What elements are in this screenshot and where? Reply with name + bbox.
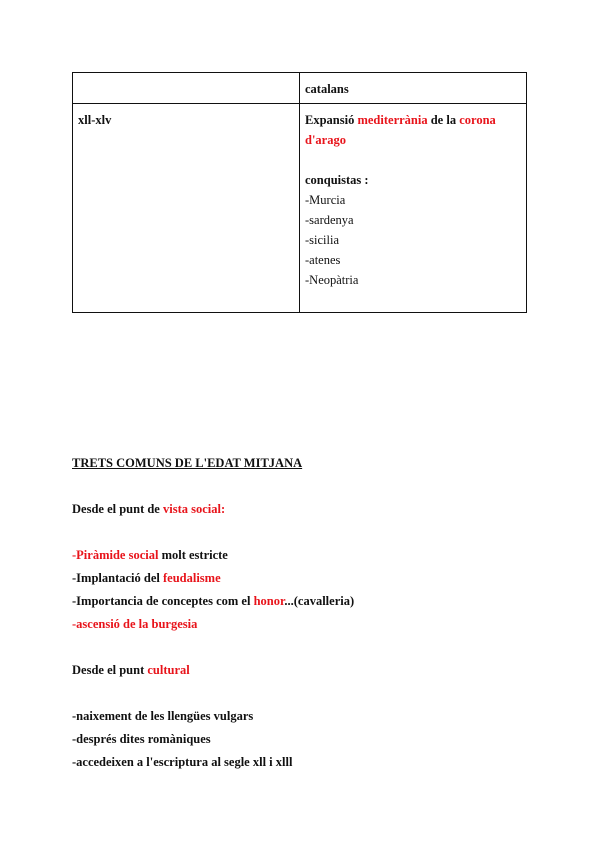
common-traits-section <box>72 452 532 774</box>
cultural-heading-highlight: cultural <box>147 663 190 677</box>
table-header-row <box>73 73 527 104</box>
expansion-highlight-corona: corona d'arago <box>305 113 496 147</box>
conquest-item: -sicilia <box>305 233 340 247</box>
spacer <box>305 150 521 170</box>
social-item: -Importancia de conceptes com el honor...(cavalleria) <box>72 594 355 608</box>
social-item: -ascensió de la burgesia <box>72 617 198 631</box>
conquest-item: -sardenya <box>305 213 354 227</box>
expansion-line <box>305 110 521 150</box>
social-item: -Piràmide social molt estricte <box>72 548 228 562</box>
cultural-heading: Desde el punt cultural <box>72 663 190 677</box>
header-cell-catalans: catalans <box>300 73 527 104</box>
expansion-highlight-mediterrania: mediterrània <box>357 113 428 127</box>
conquest-item: -Neopàtria <box>305 273 359 287</box>
table-row <box>73 104 527 313</box>
header-cell-period <box>73 73 300 104</box>
conquest-item: -Murcia <box>305 193 346 207</box>
social-heading-highlight: vista social: <box>162 502 226 516</box>
highlight-piramide: Piràmide social <box>76 548 159 562</box>
conquests-label: conquistas : <box>305 173 369 187</box>
expansion-text: Expansió <box>305 113 358 127</box>
conquest-item: -atenes <box>305 253 341 267</box>
social-item: -Implantació del feudalisme <box>72 571 221 585</box>
highlight-honor: honor <box>253 594 285 608</box>
cultural-item: -després dites romàniques <box>72 732 211 746</box>
section-title: TRETS COMUNS DE L'EDAT MITJANA <box>72 456 303 470</box>
period-cell: xll-xlv <box>73 104 300 313</box>
cultural-item: -accedeixen a l'escriptura al segle xll i xlll <box>72 755 293 769</box>
highlight-feudalisme: feudalisme <box>162 571 221 585</box>
cultural-item: -naixement de les llengües vulgars <box>72 709 254 723</box>
social-heading: Desde el punt de vista social: <box>72 502 226 516</box>
history-table <box>72 72 527 313</box>
expansion-text-2: de la <box>427 113 460 127</box>
catalans-cell <box>300 104 527 313</box>
